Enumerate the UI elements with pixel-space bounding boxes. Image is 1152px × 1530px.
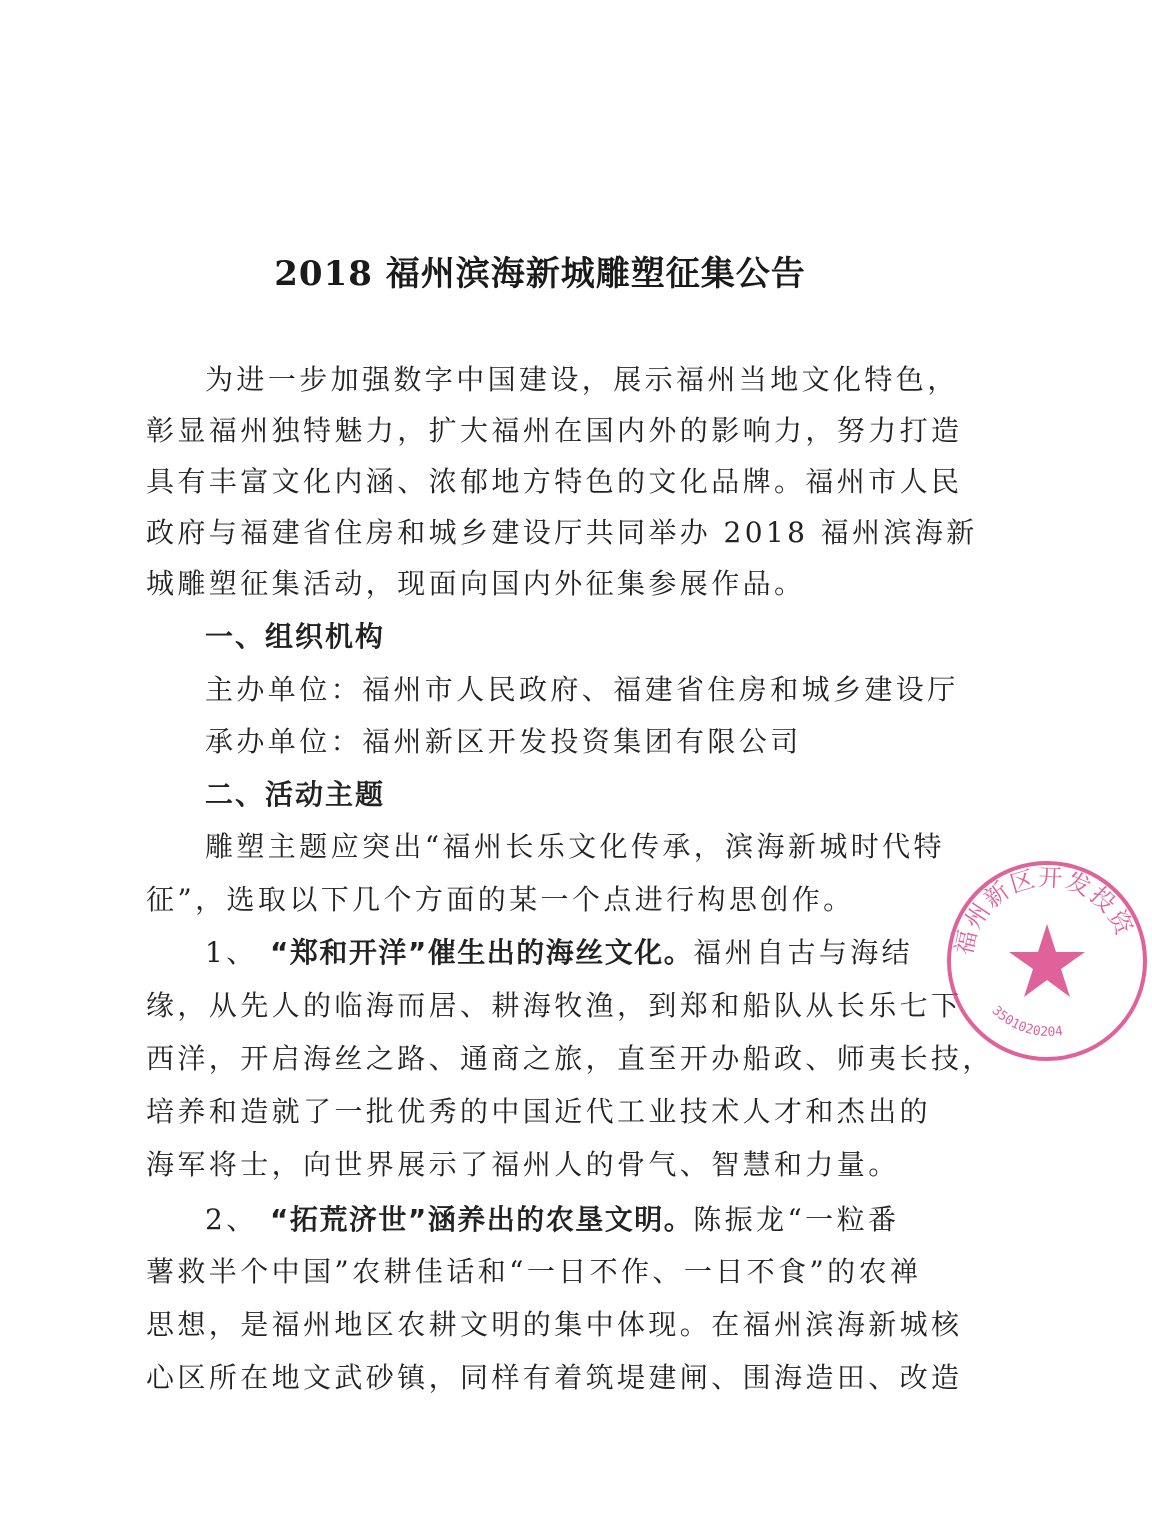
seal-text: 福州新区开发投资 <box>949 863 1140 958</box>
seal-star-icon <box>1009 924 1085 997</box>
item-2-line: 薯救半个中国”农耕佳话和“一日不作、一日不食”的农禅 <box>146 1255 922 1288</box>
intro-line: 城雕塑征集活动，现面向国内外征集参展作品。 <box>146 567 806 600</box>
item-1-bold-title: “郑和开洋”催生出的海丝文化。 <box>269 936 694 969</box>
item-1-number: 1、 <box>205 936 258 969</box>
item-2-text: 陈振龙“一粒番 <box>693 1203 900 1236</box>
host-unit: 主办单位：福州市人民政府、福建省住房和城乡建设厅 <box>205 673 959 706</box>
intro-line: 具有丰富文化内涵、浓郁地方特色的文化品牌。福州市人民 <box>146 465 963 498</box>
section-heading-organization: 一、组织机构 <box>205 620 386 653</box>
document-title: 2018 福州滨海新城雕塑征集公告 <box>274 254 806 294</box>
item-1-line: 海军将士，向世界展示了福州人的骨气、智慧和力量。 <box>146 1148 900 1181</box>
item-2-line: 思想，是福州地区农耕文明的集中体现。在福州滨海新城核 <box>146 1308 963 1341</box>
item-1-line: 缘，从先人的临海而居、耕海牧渔，到郑和船队从长乐七下 <box>146 989 963 1022</box>
intro-line: 为进一步加强数字中国建设，展示福州当地文化特色， <box>205 363 959 396</box>
item-1-line: 西洋，开启海丝之路、通商之旅，直至开办船政、师夷长技， <box>146 1042 994 1075</box>
intro-line: 政府与福建省住房和城乡建设厅共同举办 2018 福州滨海新 <box>146 516 978 549</box>
item-2-first-line <box>205 1202 899 1238</box>
intro-line: 彰显福州独特魅力，扩大福州在国内外的影响力，努力打造 <box>146 414 963 447</box>
svg-text:3501020204 <box>989 1003 1064 1040</box>
theme-line: 雕塑主题应突出“福州长乐文化传承，滨海新城时代特 <box>205 830 945 863</box>
organizer-unit: 承办单位：福州新区开发投资集团有限公司 <box>205 725 802 758</box>
official-seal-stamp <box>942 856 1152 1066</box>
theme-line: 征”，选取以下几个方面的某一个点进行构思创作。 <box>146 883 855 916</box>
item-2-bold-title: “拓荒济世”涵养出的农垦文明。 <box>269 1203 694 1236</box>
item-2-number: 2、 <box>205 1203 258 1236</box>
item-1-text: 福州自古与海结 <box>693 936 914 969</box>
item-1-first-line <box>205 935 913 971</box>
item-1-line: 培养和造就了一批优秀的中国近代工业技术人才和杰出的 <box>146 1095 932 1128</box>
seal-number: 3501020204 <box>988 1003 1064 1041</box>
section-heading-theme: 二、活动主题 <box>205 778 386 811</box>
item-2-line: 心区所在地文武砂镇，同样有着筑堤建闸、围海造田、改造 <box>146 1361 963 1394</box>
